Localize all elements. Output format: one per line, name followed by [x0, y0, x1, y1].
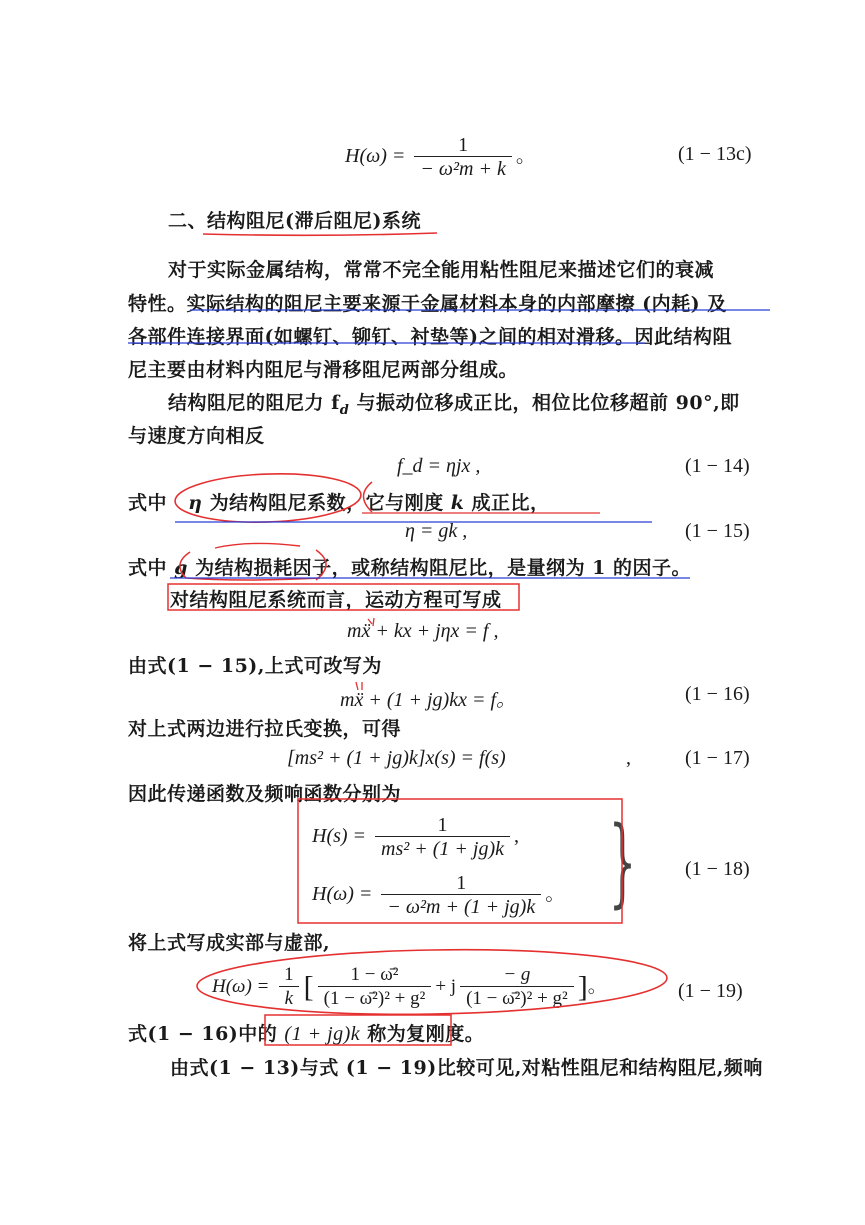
motion-equation-intro: 对结构阻尼系统而言，运动方程可写成	[170, 589, 502, 611]
equation-1-17: [ms² + (1 + jg)k]x(s) = f(s)	[287, 747, 506, 769]
section-title: 二、结构阻尼(滞后阻尼)系统	[168, 210, 421, 232]
equation-1-16: mẍ + (1 + jg)kx = f。	[340, 689, 516, 711]
complex-stiffness-line	[128, 1019, 484, 1046]
para2-rest: 与振动位移成正比，相位比位移超前 90°,即	[356, 392, 740, 414]
eq-18-hw-lhs: H(ω) =	[312, 883, 373, 906]
para2-line-1: 结构阻尼的阻尼力 $f_d$ 与振动位移成正比，相位比位移超前 90°,即	[168, 392, 740, 418]
equation-1-13c	[345, 134, 536, 181]
eq-19-imag-numerator: − g	[503, 964, 531, 985]
equation-1-15: η = gk ,	[405, 520, 468, 542]
transfer-function-line: 因此传递函数及频响函数分别为	[128, 783, 402, 805]
para2-line-2: 与速度方向相反	[128, 425, 265, 447]
eq-19-lhs: H(ω) =	[212, 975, 270, 997]
laplace-line: 对上式两边进行拉氏变换，可得	[128, 718, 402, 740]
eq-18-hs-numerator: 1	[437, 814, 448, 836]
eq-19-number: (1 − 19)	[678, 980, 743, 1002]
complex-tail: 称为复刚度。	[367, 1023, 485, 1045]
eq-18-hs-fraction	[375, 814, 510, 861]
from-eq-15-line: 由式(1 − 15),上式可改写为	[128, 655, 382, 677]
g-definition-line	[128, 553, 691, 580]
eq-18-number: (1 − 18)	[685, 858, 750, 880]
eq-19-real-numerator: 1 − ω̄²	[350, 964, 399, 985]
eq-19-k-denominator: k	[279, 986, 299, 1011]
eta-text: 为结构阻尼系数，它与刚度	[209, 492, 444, 514]
eq-18-hw-tail: 。	[545, 883, 566, 906]
eq-19-tail: 。	[587, 975, 607, 997]
eta-definition-line	[128, 488, 550, 515]
eq-18-hw-denominator: − ω²m + (1 + jg)k	[381, 894, 541, 919]
eta-k-symbol: k	[450, 492, 465, 514]
complex-lead: 式(1 − 16)中的	[128, 1023, 278, 1045]
title-underline	[203, 233, 437, 235]
eta-lead: 式中	[128, 492, 168, 514]
eq-19-real-fraction	[318, 964, 432, 1011]
g-symbol: g	[174, 557, 188, 579]
eta-tail: 成正比，	[471, 492, 550, 514]
eq-18-frequency-response	[312, 872, 565, 919]
g-top-arc	[215, 543, 300, 548]
g-text: 为结构损耗因子，或称结构阻尼比，是量纲为 1 的因子。	[195, 557, 692, 579]
eq-13c-numerator: 1	[458, 134, 469, 156]
eq-18-right-brace: }	[608, 806, 637, 918]
eq-18-hs-tail: ,	[514, 825, 520, 848]
g-lead: 式中	[128, 557, 168, 579]
complex-stiffness-term: (1 + jg)k	[284, 1023, 361, 1045]
para1-line-4: 尼主要由材料内阻尼与滑移阻尼两部分组成。	[128, 359, 519, 381]
eq-19-imag-denominator: (1 − ω̄²)² + g²	[460, 986, 574, 1011]
eq-19-k-numerator: 1	[284, 964, 294, 985]
equation-1-19: H(ω) = $\frac{1}{k}$ [ $\frac{\text{1 − ω̄²}}{\text{(1 − ω̄²)² + g²}}$ + j $\frac{- g}{\text{(1 − ω̄²)² + g²}}$ ]。	[212, 964, 607, 1009]
para1-line-1: 对于实际金属结构，常常不完全能用粘性阻尼来描述它们的衰减	[168, 259, 715, 281]
para1-line-2: 特性。实际结构的阻尼主要来源于金属材料本身的内部摩擦 (内耗) 及	[128, 293, 727, 315]
eq-19-real-denominator: (1 − ω̄²)² + g²	[318, 986, 432, 1011]
eq-13c-denominator: − ω²m + k	[414, 156, 511, 181]
equation-1-14: f_d = ηjx ,	[397, 455, 481, 477]
eq-17-comma: ,	[626, 747, 631, 769]
eq-19-imag-fraction	[460, 964, 574, 1011]
eq-13c-tail: 。	[515, 145, 536, 168]
equation-motion: mẍ + kx + jηx = f ,	[347, 620, 499, 642]
para2-lead: 结构阻尼的阻尼力 f	[168, 392, 340, 414]
eq-18-hs-lhs: H(s) =	[312, 825, 367, 848]
eq-18-hs-denominator: ms² + (1 + jg)k	[375, 836, 510, 861]
eq-14-number: (1 − 14)	[685, 455, 750, 477]
para1-line-3: 各部件连接界面(如螺钉、铆钉、衬垫等)之间的相对滑移。因此结构阻	[128, 326, 732, 348]
eq-16-number: (1 − 16)	[685, 683, 750, 705]
eq-15-number: (1 − 15)	[685, 520, 750, 542]
eq-19-plus-j: + j	[435, 975, 457, 997]
eq-18-transfer-function	[312, 814, 519, 861]
eq-18-hw-numerator: 1	[456, 872, 467, 894]
eq-17-number: (1 − 17)	[685, 747, 750, 769]
eq-13c-number: (1 − 13c)	[678, 143, 752, 165]
real-imag-line: 将上式写成实部与虚部,	[128, 932, 331, 954]
comparison-line: 由式(1 − 13)与式 (1 − 19)比较可见,对粘性阻尼和结构阻尼,频响	[170, 1057, 763, 1079]
eq-19-k-fraction	[278, 964, 300, 1011]
eq-18-hw-fraction	[381, 872, 541, 919]
eq-13c-fraction	[414, 134, 511, 181]
eq-13c-lhs: H(ω) =	[345, 145, 406, 168]
eta-symbol: η	[188, 492, 203, 514]
